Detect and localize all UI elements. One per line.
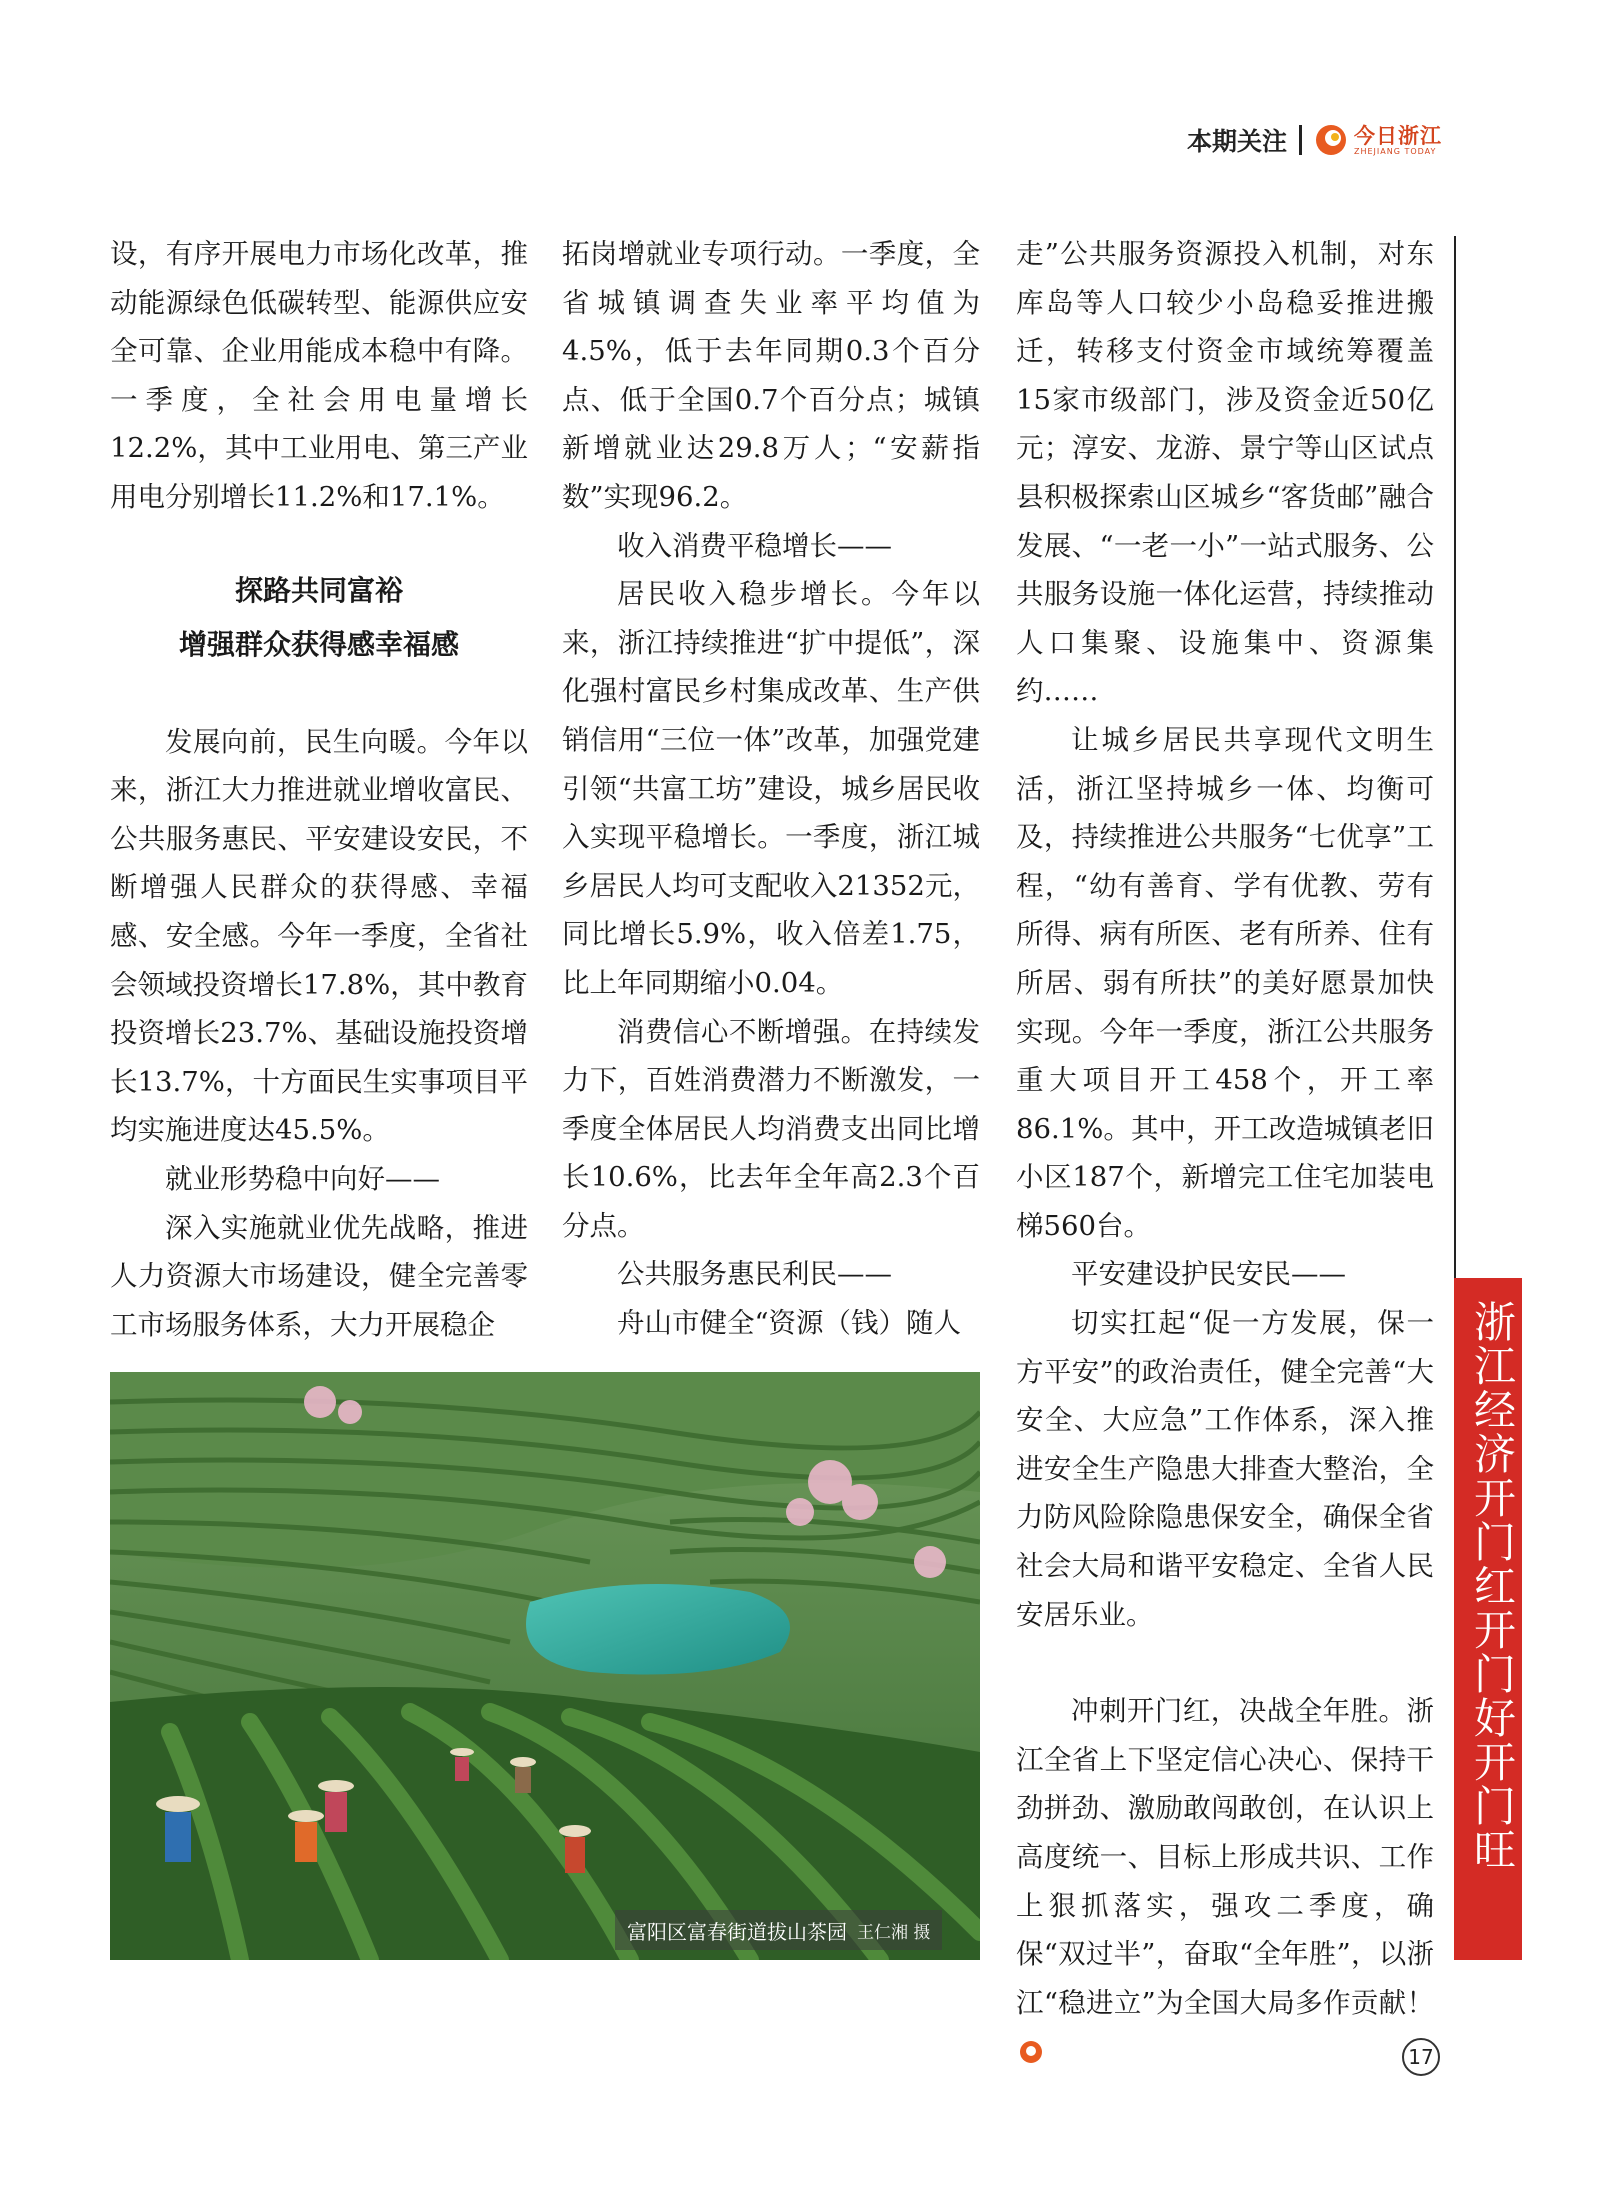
column-1 [110,230,528,1349]
photo-illustration [110,1372,980,1960]
end-mark-icon [1020,2041,1042,2063]
magazine-logo [1314,123,1442,157]
paragraph: 深入实施就业优先战略，推进人力资源大市场建设，健全完善零工市场服务体系，大力开展稳企 [110,1211,528,1341]
paragraph: 消费信心不断增强。在持续发力下，百姓消费潜力不断激发，一季度全体居民人均消费支出同比增长10.6%，比去年全年高2.3个百分点。 [562,1015,980,1242]
header-divider [1299,125,1302,155]
column-3 [1016,230,1434,2076]
paragraph: 设，有序开展电力市场化改革，推动能源绿色低碳转型、能源供应安全可靠、企业用能成本稳中有降。一季度，全社会用电量增长12.2%，其中工业用电、第三产业用电分别增长11.2%和17.1%。 [110,238,528,513]
heading-line-1: 探路共同富裕 [234,573,403,607]
subheading: 平安建设护民安民—— [1071,1258,1346,1291]
paragraph: 舟山市健全“资源（钱）随人 [617,1307,962,1340]
subheading: 就业形势稳中向好—— [165,1162,440,1195]
paragraph: 发展向前，民生向暖。今年以来，浙江大力推进就业增收富民、公共服务惠民、平安建设安民，不断增强人民群众的获得感、幸福感、安全感。今年一季度，全省社会领域投资增长17.8%，其中教育投资增长23.7%、基础设施投资增长13.7%，十方面民生实事项目平均实施进度达45.5%。 [110,725,528,1147]
column-2 [562,230,980,1348]
paragraph: 让城乡居民共享现代文明生活，浙江坚持城乡一体、均衡可及，持续推进公共服务“七优享”工程，“幼有善育、学有优教、劳有所得、病有所医、老有所养、住有所居、弱有所扶”的美好愿景加快实现。今年一季度，浙江公共服务重大项目开工458个，开工率86.1%。其中，开工改造城镇老旧小区187个，新增完工住宅加装电梯560台。 [1016,723,1434,1242]
section-label: 本期关注 [1186,127,1287,156]
side-title: 浙江经济开门红开门好开门旺 [1468,1300,1517,1872]
photo-credit: 王仁湘 摄 [857,1922,931,1943]
paragraph: 居民收入稳步增长。今年以来，浙江持续推进“扩中提低”，深化强村富民乡村集成改革、生产供销信用“三位一体”改革，加强党建引领“共富工坊”建设，城乡居民收入实现平稳增长。一季度，浙江城乡居民人均可支配收入21352元，同比增长5.9%，收入倍差1.75，比上年同期缩小0.04。 [562,578,980,999]
closing-paragraph [1016,1687,1434,2076]
page-number: 17 [1402,2038,1440,2076]
closing-text: 冲刺开门红，决战全年胜。浙江全省上下坚定信心决心、保持干劲拼劲、激励敢闯敢创，在认识上高度统一、目标上形成共识、工作上狠抓落实，强攻二季度，确保“双过半”，奋取“全年胜”，以浙江“稳进立”为全国大局多作贡献！ [1016,1695,1434,2019]
caption-text: 富阳区富春街道拔山茶园 [627,1919,847,1944]
column-rule [1454,236,1456,1278]
logo-english: ZHEJIANG TODAY [1354,146,1437,156]
page-header [1187,118,1442,162]
heading-line-2: 增强群众获得感幸福感 [178,627,459,661]
subheading: 公共服务惠民利民—— [617,1258,892,1291]
photo-caption [615,1910,942,1950]
paragraph: 拓岗增就业专项行动。一季度，全省城镇调查失业率平均值为4.5%，低于去年同期0.3个百分点、低于全国0.7个百分点；城镇新增就业达29.8万人；“安薪指数”实现96.2。 [562,238,980,513]
tea-garden-photo [110,1372,980,1960]
logo-text: 今日浙江 [1354,122,1442,148]
paragraph: 切实扛起“促一方发展，保一方平安”的政治责任，健全完善“大安全、大应急”工作体系，深入推进安全生产隐患大排查大整治，全力防风险除隐患保安全，确保全省社会大局和谐平安稳定、全省人民安居乐业。 [1016,1307,1434,1631]
subheading: 收入消费平稳增长—— [617,529,892,562]
logo-swirl-icon [1314,123,1348,157]
paragraph: 走”公共服务资源投入机制，对东库岛等人口较少小岛稳妥推进搬迁，转移支付资金市域统筹覆盖15家市级部门，涉及资金近50亿元；淳安、龙游、景宁等山区试点县积极探索山区城乡“客货邮”融合发展、“一老一小”一站式服务、公共服务设施一体化运营，持续推动人口集聚、设施集中、资源集约…… [1016,238,1434,708]
section-heading [110,564,528,672]
